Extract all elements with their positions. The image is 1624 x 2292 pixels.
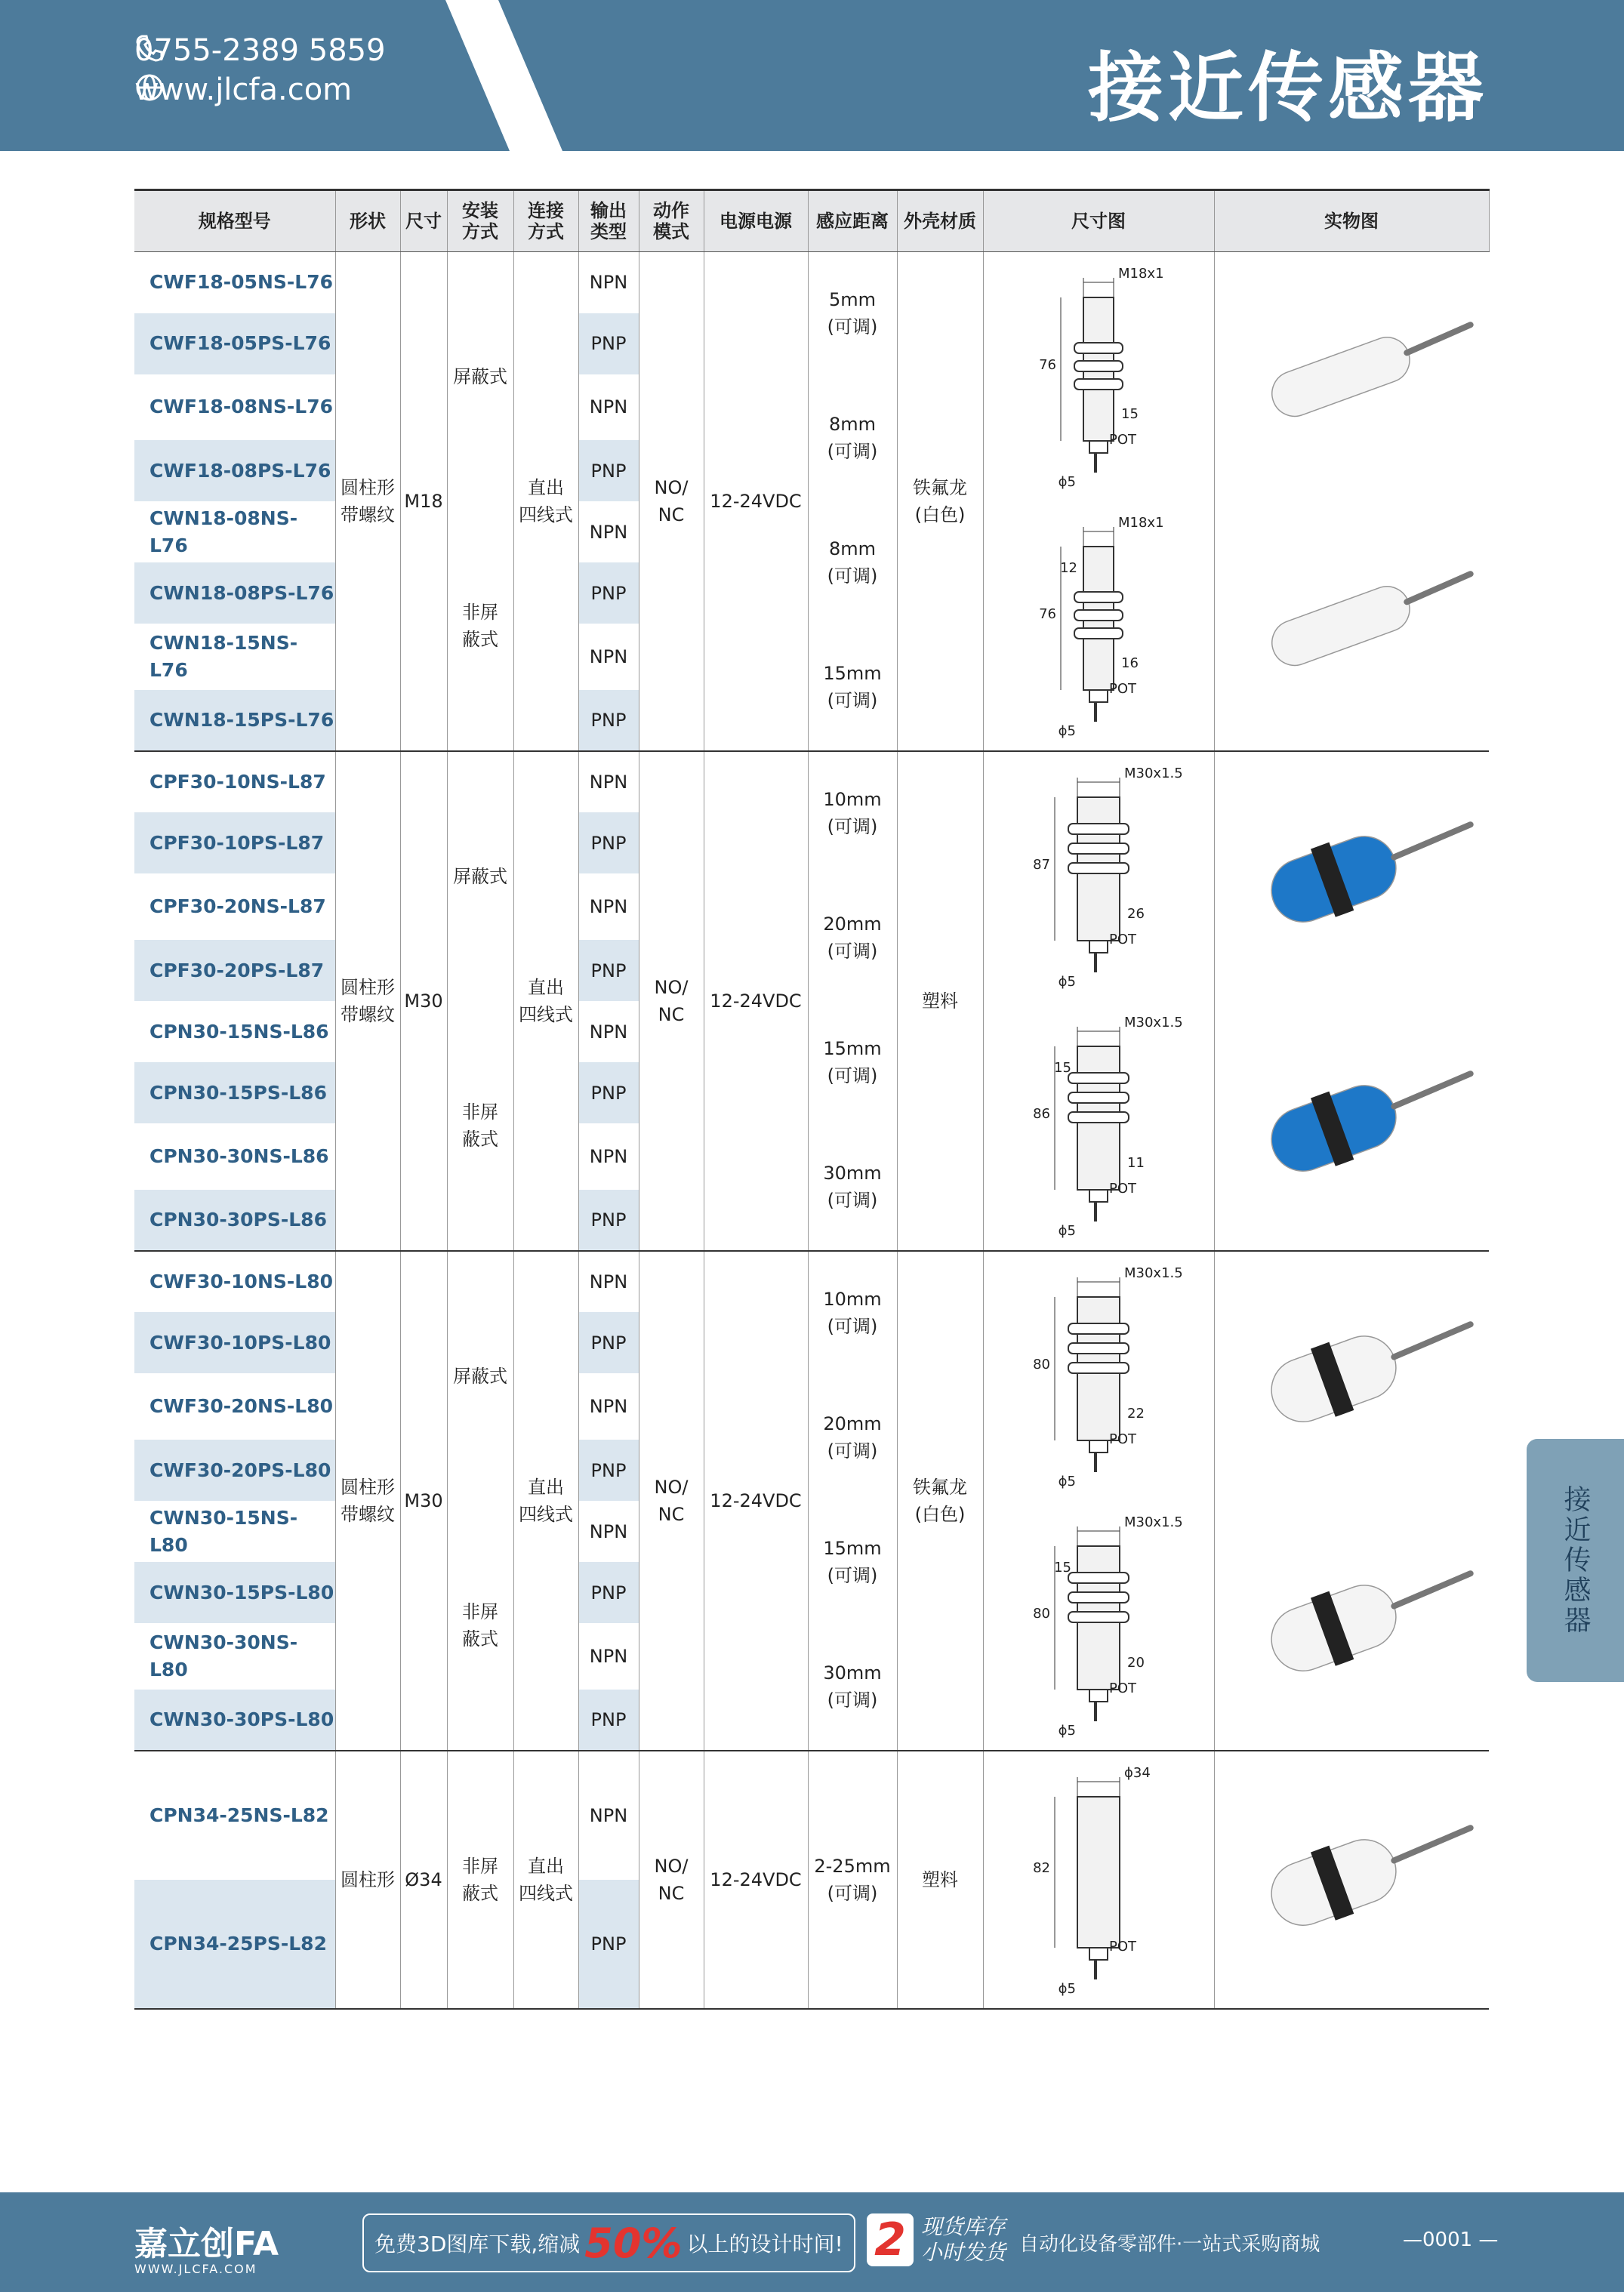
output-cell: NPN [578, 1251, 639, 1312]
output-cell: NPN [578, 1623, 639, 1690]
svg-text:M30x1.5: M30x1.5 [1124, 1015, 1183, 1030]
badge-line2: 小时发货 [921, 2240, 1006, 2265]
distance-cell: 2-25mm (可调) [808, 1751, 897, 2009]
svg-text:POT: POT [1109, 681, 1137, 697]
output-cell: PNP [578, 1562, 639, 1623]
drawing-cell [983, 751, 1214, 1001]
model-cell: CPF30-10NS-L87 [134, 751, 335, 812]
svg-text:POT: POT [1109, 432, 1137, 448]
svg-text:M18x1: M18x1 [1118, 266, 1164, 282]
sensor-photo [1223, 501, 1480, 743]
output-cell: NPN [578, 1123, 639, 1190]
connection-cell: 直出 四线式 [513, 1751, 578, 2009]
svg-text:22: 22 [1127, 1406, 1145, 1422]
svg-text:ϕ5: ϕ5 [1058, 974, 1076, 990]
distance-cell: 30mm (可调) [808, 1623, 897, 1751]
dimension-drawing [985, 501, 1212, 743]
photo-cell [1214, 1251, 1489, 1501]
output-cell: PNP [578, 1690, 639, 1751]
output-cell: PNP [578, 562, 639, 624]
photo-cell [1214, 751, 1489, 1001]
svg-text:12: 12 [1060, 560, 1077, 576]
drawing-cell [983, 252, 1214, 502]
svg-text:ϕ5: ϕ5 [1058, 1474, 1076, 1489]
dimension-drawing [985, 1501, 1212, 1742]
output-cell: NPN [578, 1001, 639, 1062]
badge-number: 2 [867, 2213, 914, 2266]
output-cell: NPN [578, 751, 639, 812]
model-cell: CPF30-10PS-L87 [134, 812, 335, 873]
svg-text:M30x1.5: M30x1.5 [1124, 1265, 1183, 1281]
photo-cell [1214, 252, 1489, 502]
delivery-badge [867, 2213, 1006, 2266]
svg-text:ϕ5: ϕ5 [1058, 1981, 1076, 1997]
svg-text:ϕ5: ϕ5 [1058, 1223, 1076, 1239]
promo-post: 以上的设计时间! [686, 2232, 843, 2257]
logo-text: 嘉立创FA [134, 2225, 279, 2263]
shape-cell: 圆柱形 [335, 1751, 400, 2009]
side-tab[interactable]: 接近传感器 [1527, 1439, 1624, 1682]
power-cell: 12-24VDC [704, 1751, 808, 2009]
svg-text:86: 86 [1033, 1106, 1050, 1122]
output-cell: PNP [578, 940, 639, 1001]
model-cell: CWF18-08PS-L76 [134, 440, 335, 501]
sensor-photo [1223, 252, 1480, 494]
promo-pct: 50% [584, 2219, 683, 2267]
action-cell: NO/ NC [639, 252, 704, 752]
dimension-drawing [985, 1751, 1212, 2001]
svg-text:80: 80 [1033, 1606, 1050, 1622]
svg-text:POT: POT [1109, 1939, 1137, 1955]
page-footer [0, 2192, 1624, 2292]
model-cell: CPN30-30NS-L86 [134, 1123, 335, 1190]
model-cell: CPN30-15PS-L86 [134, 1062, 335, 1123]
distance-cell: 10mm (可调) [808, 1251, 897, 1373]
svg-text:ϕ5: ϕ5 [1058, 1723, 1076, 1739]
output-cell: PNP [578, 812, 639, 873]
photo-cell [1214, 1751, 1489, 2009]
output-cell: NPN [578, 1501, 639, 1562]
svg-text:87: 87 [1033, 857, 1050, 873]
mount-cell: 屏蔽式 [447, 751, 513, 1001]
svg-text:M18x1: M18x1 [1118, 515, 1164, 531]
model-cell: CWF30-10NS-L80 [134, 1251, 335, 1312]
column-header: 尺寸图 [983, 190, 1214, 252]
material-cell: 铁氟龙 (白色) [897, 1251, 983, 1751]
table-row[interactable] [134, 1751, 1489, 1880]
drawing-cell [983, 501, 1214, 751]
distance-cell: 15mm (可调) [808, 1001, 897, 1123]
action-cell: NO/ NC [639, 1251, 704, 1751]
svg-text:15: 15 [1054, 1060, 1071, 1076]
power-cell: 12-24VDC [704, 1251, 808, 1751]
connection-cell: 直出 四线式 [513, 252, 578, 752]
output-cell: NPN [578, 501, 639, 562]
drawing-cell [983, 1501, 1214, 1751]
model-cell: CWN18-15PS-L76 [134, 690, 335, 751]
column-header: 动作 模式 [639, 190, 704, 252]
model-cell: CWF30-10PS-L80 [134, 1312, 335, 1373]
size-cell: M30 [400, 751, 447, 1251]
model-cell: CPN30-15NS-L86 [134, 1001, 335, 1062]
sensor-photo [1223, 752, 1480, 994]
model-cell: CWN30-30PS-L80 [134, 1690, 335, 1751]
output-cell: NPN [578, 374, 639, 441]
column-header: 形状 [335, 190, 400, 252]
action-cell: NO/ NC [639, 751, 704, 1251]
svg-text:76: 76 [1039, 357, 1056, 373]
shape-cell: 圆柱形 带螺纹 [335, 252, 400, 752]
distance-cell: 8mm (可调) [808, 501, 897, 624]
phone-number[interactable]: 0755-2389 5859 [134, 33, 386, 68]
output-cell: PNP [578, 1062, 639, 1123]
model-cell: CWF18-08NS-L76 [134, 374, 335, 441]
svg-text:ϕ5: ϕ5 [1058, 474, 1076, 490]
badge-line1: 现货库存 [921, 2214, 1006, 2239]
column-header: 实物图 [1214, 190, 1489, 252]
spec-table [134, 189, 1489, 2010]
connection-cell: 直出 四线式 [513, 1251, 578, 1751]
phone-line [134, 33, 386, 68]
mount-cell: 屏蔽式 [447, 252, 513, 502]
model-cell: CWF30-20PS-L80 [134, 1440, 335, 1501]
svg-text:POT: POT [1109, 1181, 1137, 1197]
sensor-photo [1223, 1751, 1480, 2001]
distance-cell: 5mm (可调) [808, 252, 897, 374]
power-cell: 12-24VDC [704, 751, 808, 1251]
output-cell: PNP [578, 440, 639, 501]
column-header: 感应距离 [808, 190, 897, 252]
logo-url: WWW.JLCFA.COM [134, 2262, 257, 2276]
output-cell: PNP [578, 1880, 639, 2009]
svg-text:ϕ34: ϕ34 [1124, 1765, 1151, 1781]
svg-text:11: 11 [1127, 1155, 1145, 1171]
model-cell: CWN30-15NS-L80 [134, 1501, 335, 1562]
distance-cell: 20mm (可调) [808, 873, 897, 1001]
distance-cell: 20mm (可调) [808, 1373, 897, 1501]
column-header: 尺寸 [400, 190, 447, 252]
dimension-drawing [985, 252, 1212, 494]
website-link[interactable]: www.jlcfa.com [134, 72, 353, 107]
drawing-cell [983, 1251, 1214, 1501]
distance-cell: 30mm (可调) [808, 1123, 897, 1251]
drawing-cell [983, 1001, 1214, 1251]
material-cell: 塑料 [897, 751, 983, 1251]
mount-cell: 非屏 蔽式 [447, 501, 513, 751]
svg-text:M30x1.5: M30x1.5 [1124, 1514, 1183, 1530]
footer-tagline: 自动化设备零部件·一站式采购商城 [1019, 2233, 1320, 2256]
promo-pre: 免费3D图库下载,缩减 [374, 2232, 581, 2257]
distance-cell: 10mm (可调) [808, 751, 897, 873]
svg-text:POT: POT [1109, 1680, 1137, 1696]
svg-text:15: 15 [1121, 406, 1139, 422]
table-header-row [134, 190, 1489, 252]
output-cell: PNP [578, 1440, 639, 1501]
footer-logo[interactable] [134, 2217, 279, 2276]
svg-text:76: 76 [1039, 606, 1056, 622]
dimension-drawing [985, 1001, 1212, 1243]
sensor-photo [1223, 1001, 1480, 1243]
sensor-photo [1223, 1501, 1480, 1742]
output-cell: PNP [578, 1190, 639, 1251]
output-cell: PNP [578, 690, 639, 751]
model-cell: CWN18-08PS-L76 [134, 562, 335, 624]
size-cell: Ø34 [400, 1751, 447, 2009]
svg-text:16: 16 [1121, 655, 1139, 671]
output-cell: NPN [578, 252, 639, 313]
model-cell: CWF30-20NS-L80 [134, 1373, 335, 1440]
column-header: 规格型号 [134, 190, 335, 252]
svg-text:80: 80 [1033, 1357, 1050, 1372]
svg-text:POT: POT [1109, 932, 1137, 947]
model-cell: CWF18-05NS-L76 [134, 252, 335, 313]
material-cell: 铁氟龙 (白色) [897, 252, 983, 752]
dimension-drawing [985, 752, 1212, 994]
power-cell: 12-24VDC [704, 252, 808, 752]
model-cell: CPN30-30PS-L86 [134, 1190, 335, 1251]
distance-cell: 15mm (可调) [808, 624, 897, 751]
distance-cell: 8mm (可调) [808, 374, 897, 502]
page-title: 接近传感器 [1088, 44, 1488, 132]
mount-cell: 非屏 蔽式 [447, 1501, 513, 1751]
output-cell: NPN [578, 1751, 639, 1880]
svg-text:15: 15 [1054, 1560, 1071, 1576]
model-cell: CWN30-15PS-L80 [134, 1562, 335, 1623]
mount-cell: 屏蔽式 [447, 1251, 513, 1501]
svg-text:ϕ5: ϕ5 [1058, 723, 1076, 739]
promo-banner[interactable] [362, 2213, 855, 2272]
photo-cell [1214, 501, 1489, 751]
size-cell: M18 [400, 252, 447, 752]
size-cell: M30 [400, 1251, 447, 1751]
model-cell: CPN34-25PS-L82 [134, 1880, 335, 2009]
shape-cell: 圆柱形 带螺纹 [335, 751, 400, 1251]
website-line [134, 72, 352, 107]
sensor-photo [1223, 1252, 1480, 1493]
globe-icon [134, 72, 165, 103]
model-cell: CWN30-30NS-L80 [134, 1623, 335, 1690]
output-cell: NPN [578, 1373, 639, 1440]
dimension-drawing [985, 1252, 1212, 1493]
drawing-cell [983, 1751, 1214, 2009]
table-row[interactable] [134, 751, 1489, 812]
model-cell: CWN18-08NS-L76 [134, 501, 335, 562]
phone-icon [134, 33, 165, 63]
shape-cell: 圆柱形 带螺纹 [335, 1251, 400, 1751]
page-number: —0001 — [1403, 2229, 1499, 2251]
action-cell: NO/ NC [639, 1751, 704, 2009]
svg-text:82: 82 [1033, 1860, 1050, 1876]
svg-text:M30x1.5: M30x1.5 [1124, 766, 1183, 781]
output-cell: NPN [578, 873, 639, 940]
column-header: 连接 方式 [513, 190, 578, 252]
model-cell: CPF30-20NS-L87 [134, 873, 335, 940]
table-row[interactable] [134, 1251, 1489, 1312]
output-cell: PNP [578, 1312, 639, 1373]
table-row[interactable] [134, 252, 1489, 313]
output-cell: PNP [578, 313, 639, 374]
svg-text:26: 26 [1127, 906, 1145, 922]
mount-cell: 非屏 蔽式 [447, 1001, 513, 1251]
model-cell: CWN18-15NS-L76 [134, 624, 335, 690]
page-header [0, 0, 1624, 151]
column-header: 外壳材质 [897, 190, 983, 252]
model-cell: CPN34-25NS-L82 [134, 1751, 335, 1880]
photo-cell [1214, 1501, 1489, 1751]
svg-text:20: 20 [1127, 1655, 1145, 1671]
output-cell: NPN [578, 624, 639, 690]
model-cell: CPF30-20PS-L87 [134, 940, 335, 1001]
material-cell: 塑料 [897, 1751, 983, 2009]
model-cell: CWF18-05PS-L76 [134, 313, 335, 374]
column-header: 电源电源 [704, 190, 808, 252]
distance-cell: 15mm (可调) [808, 1501, 897, 1623]
mount-cell: 非屏 蔽式 [447, 1751, 513, 2009]
svg-text:POT: POT [1109, 1431, 1137, 1447]
photo-cell [1214, 1001, 1489, 1251]
connection-cell: 直出 四线式 [513, 751, 578, 1251]
column-header: 输出 类型 [578, 190, 639, 252]
column-header: 安装 方式 [447, 190, 513, 252]
